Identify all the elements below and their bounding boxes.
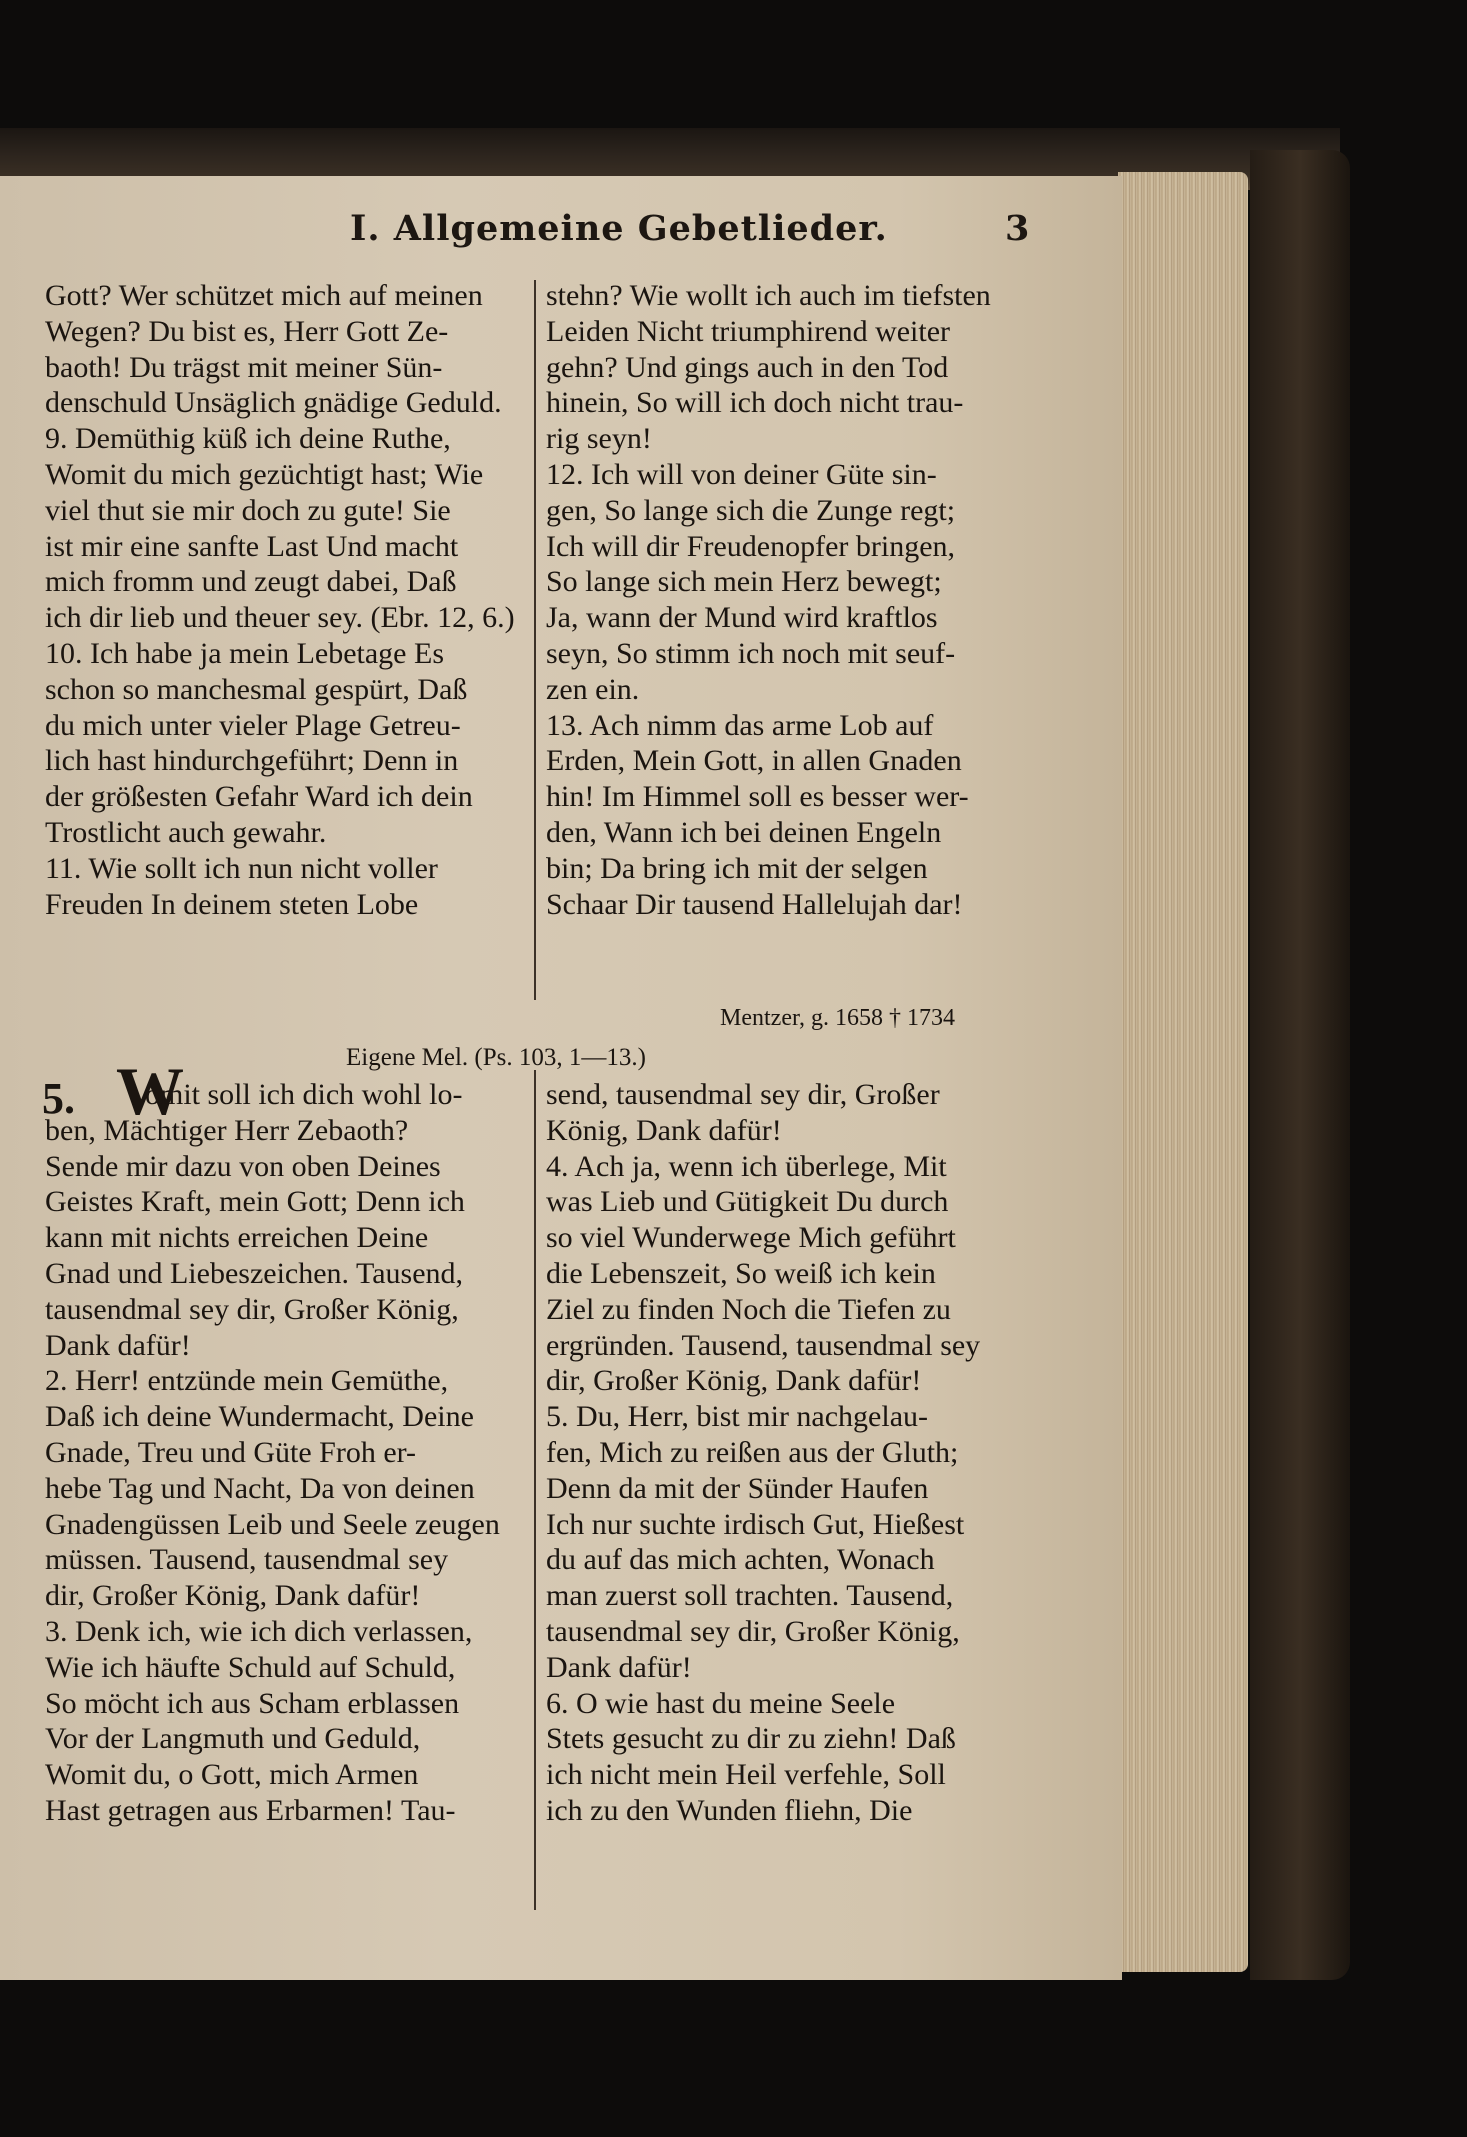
text-line: 10. Ich habe ja mein Lebetage Es [45, 636, 444, 670]
text-line: So lange sich mein Herz bewegt; [546, 565, 942, 599]
text-line: Dank dafür! [546, 1650, 692, 1684]
hymn-number: 5. [42, 1074, 75, 1123]
text-line: was Lieb und Gütigkeit Du durch [546, 1185, 949, 1219]
text-line: Hast getragen aus Erbarmen! Tau- [45, 1793, 456, 1827]
text-line: lich hast hindurchgeführt; Denn in [45, 744, 459, 778]
text-line: seyn, So stimm ich noch mit seuf- [546, 636, 956, 670]
running-header [0, 208, 1122, 258]
text-line: Stets gesucht zu dir zu ziehn! Daß [546, 1722, 956, 1756]
text-line: 12. Ich will von deiner Güte sin- [546, 457, 937, 491]
author-attribution: Mentzer, g. 1658 † 1734 [720, 1005, 955, 1031]
text-line: man zuerst soll trachten. Tausend, [546, 1579, 954, 1613]
text-line: Trostlicht auch gewahr. [45, 815, 327, 849]
text-line: mich fromm und zeugt dabei, Daß [45, 565, 457, 599]
text-line: der größesten Gefahr Ward ich dein [45, 780, 473, 814]
text-line: 5. Du, Herr, bist mir nachgelau- [546, 1400, 929, 1434]
text-line: den, Wann ich bei deinen Engeln [546, 815, 942, 849]
text-line: ich nicht mein Heil verfehle, Soll [546, 1758, 946, 1792]
text-line: gehn? Und gings auch in den Tod [546, 350, 949, 384]
text-line: Schaar Dir tausend Hallelujah dar! [546, 887, 963, 921]
text-line: denschuld Unsäglich gnädige Geduld. [45, 386, 502, 420]
text-line: omit soll ich dich wohl lo- [145, 1078, 463, 1111]
text-line: 11. Wie sollt ich nun nicht voller [45, 851, 438, 885]
text-line: dir, Großer König, Dank dafür! [45, 1579, 421, 1613]
text-line: Vor der Langmuth und Geduld, [45, 1722, 421, 1756]
text-column-2 [546, 278, 1030, 922]
text-line: baoth! Du trägst mit meiner Sün- [45, 350, 443, 384]
text-line: tausendmal sey dir, Großer König, [546, 1614, 960, 1648]
text-line: Gott? Wer schützet mich auf meinen [45, 279, 483, 312]
text-column-4 [546, 1077, 1030, 1829]
text-line: Ich nur suchte irdisch Gut, Hießest [546, 1507, 965, 1541]
text-line: Ich will dir Freudenopfer bringen, [546, 529, 956, 563]
text-line: 4. Ach ja, wenn ich überlege, Mit [546, 1149, 947, 1183]
drop-cap: W [116, 1053, 184, 1129]
text-line: du auf das mich achten, Wonach [546, 1543, 935, 1577]
text-line: Ja, wann der Mund wird kraftlos [546, 601, 938, 635]
text-line: fen, Mich zu reißen aus der Gluth; [546, 1435, 959, 1469]
text-line: So möcht ich aus Scham erblassen [45, 1686, 460, 1720]
text-column-3 [45, 1077, 527, 1829]
text-line: hin! Im Himmel soll es besser wer- [546, 780, 969, 814]
text-line: rig seyn! [546, 422, 652, 456]
text-line: ist mir eine sanfte Last Und macht [45, 529, 459, 563]
text-line: viel thut sie mir doch zu gute! Sie [45, 493, 451, 527]
text-line: Erden, Mein Gott, in allen Gnaden [546, 744, 962, 778]
text-line: 3. Denk ich, wie ich dich verlassen, [45, 1614, 473, 1648]
text-line: Daß ich deine Wundermacht, Deine [45, 1400, 474, 1434]
page-number: 3 [1005, 208, 1030, 249]
text-line: 13. Ach nimm das arme Lob auf [546, 708, 934, 742]
text-line: stehn? Wie wollt ich auch im tiefsten [546, 279, 991, 312]
text-line: König, Dank dafür! [546, 1113, 782, 1147]
text-line: ben, Mächtiger Herr Zebaoth? [45, 1113, 409, 1147]
text-line: Geistes Kraft, mein Gott; Denn ich [45, 1185, 465, 1219]
text-line: ergründen. Tausend, tausendmal sey [546, 1328, 981, 1362]
text-line: bin; Da bring ich mit der selgen [546, 851, 928, 885]
text-line: zen ein. [546, 672, 640, 706]
text-line: Womit du mich gezüchtigt hast; Wie [45, 457, 484, 491]
text-line: Ziel zu finden Noch die Tiefen zu [546, 1292, 951, 1326]
text-line: tausendmal sey dir, Großer König, [45, 1292, 459, 1326]
text-line: 6. O wie hast du meine Seele [546, 1686, 896, 1720]
text-line: 9. Demüthig küß ich deine Ruthe, [45, 422, 451, 456]
text-line: Freuden In deinem steten Lobe [45, 887, 419, 921]
text-line: Gnadengüssen Leib und Seele zeugen [45, 1507, 500, 1541]
melody-note: Eigene Mel. (Ps. 103, 1—13.) [346, 1044, 646, 1071]
text-line: Sende mir dazu von oben Deines [45, 1149, 441, 1183]
text-line: Dank dafür! [45, 1328, 191, 1362]
text-line: dir, Großer König, Dank dafür! [546, 1364, 922, 1398]
text-line: Womit du, o Gott, mich Armen [45, 1758, 419, 1792]
text-line: schon so manchesmal gespürt, Daß [45, 672, 468, 706]
text-line: 2. Herr! entzünde mein Gemüthe, [45, 1364, 449, 1398]
page-edges [1118, 172, 1248, 1972]
book-cover-spine [1250, 150, 1350, 1980]
text-line: Wegen? Du bist es, Herr Gott Ze- [45, 314, 449, 348]
text-line: send, tausendmal sey dir, Großer [546, 1078, 940, 1111]
text-column-1 [45, 278, 527, 922]
text-line: Gnad und Liebeszeichen. Tausend, [45, 1256, 464, 1290]
text-line: kann mit nichts erreichen Deine [45, 1221, 429, 1255]
text-line: ich zu den Wunden fliehn, Die [546, 1793, 913, 1827]
text-line: Gnade, Treu und Güte Froh er- [45, 1435, 417, 1469]
text-line: Wie ich häufte Schuld auf Schuld, [45, 1650, 456, 1684]
text-line: so viel Wunderwege Mich geführt [546, 1221, 956, 1255]
text-line: müssen. Tausend, tausendmal sey [45, 1543, 449, 1577]
text-line: hebe Tag und Nacht, Da von deinen [45, 1471, 475, 1505]
text-line: du mich unter vieler Plage Getreu- [45, 708, 461, 742]
text-line: Denn da mit der Sünder Haufen [546, 1471, 929, 1505]
column-divider [534, 280, 536, 1000]
column-divider [534, 1070, 536, 1910]
text-line: hinein, So will ich doch nicht trau- [546, 386, 964, 420]
text-line: Leiden Nicht triumphirend weiter [546, 314, 951, 348]
text-line: die Lebenszeit, So weiß ich kein [546, 1256, 936, 1290]
text-line: ich dir lieb und theuer sey. (Ebr. 12, 6.) [45, 601, 515, 635]
section-title: I. Allgemeine Gebetlieder. [350, 208, 888, 249]
text-line: gen, So lange sich die Zunge regt; [546, 493, 956, 527]
